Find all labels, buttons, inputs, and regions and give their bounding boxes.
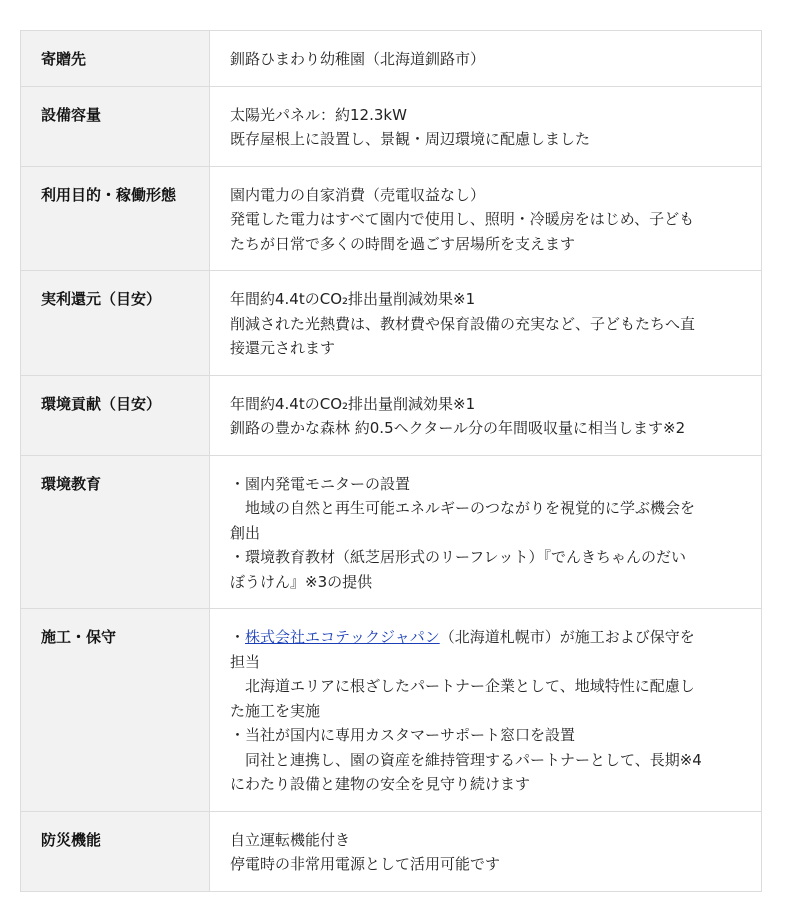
value-line: 釧路の豊かな森林 約0.5ヘクタール分の年間吸収量に相当します※2 [230, 419, 686, 437]
value-line: 年間約4.4tのCO₂排出量削減効果※1 [230, 394, 476, 413]
value-line: ・園内発電モニターの設置 [230, 474, 411, 493]
table-row-construction [21, 609, 762, 812]
value-line: 太陽光パネル：約12.3kW [230, 105, 407, 124]
row-label: 設備容量 [21, 86, 210, 166]
value-line: 同社と連携し、園の資産を維持管理するパートナーとして、長期※4 [230, 750, 702, 769]
value-line: 担当 [230, 652, 261, 671]
value-line: 釧路ひまわり幼稚園（北海道釧路市） [230, 50, 486, 68]
row-value [210, 166, 762, 271]
value-line: 年間約4.4tのCO₂排出量削減効果※1 [230, 290, 476, 308]
table-row-recipient [21, 31, 762, 87]
value-line: 停電時の非常用電源として活用可能です [230, 855, 501, 873]
row-label: 防災機能 [21, 811, 210, 891]
value-line: 自立運転機能付き [230, 830, 351, 849]
value-line: にわたり設備と建物の安全を見守り続けます [230, 775, 531, 793]
donation-spec-table [20, 30, 762, 892]
value-line: 地域の自然と再生可能エネルギーのつながりを視覚的に学ぶ機会を [230, 499, 696, 517]
value-line [230, 625, 741, 650]
row-label: 実利還元（目安） [21, 271, 210, 376]
row-value [210, 271, 762, 376]
value-line: 創出 [230, 523, 261, 542]
value-line: ・環境教育教材（紙芝居形式のリーフレット）『でんきちゃんのだい [230, 548, 687, 566]
value-line: ぼうけん』※3の提供 [230, 572, 373, 591]
value-text: （北海道札幌市）が施工および保守を [439, 628, 695, 646]
table-row-education [21, 455, 762, 609]
row-label: 環境貢献（目安） [21, 375, 210, 455]
value-line: 発電した電力はすべて園内で使用し、照明・冷暖房をはじめ、子ども [230, 210, 695, 228]
row-label: 利用目的・稼働形態 [21, 166, 210, 271]
row-label: 寄贈先 [21, 31, 210, 87]
value-line: 北海道エリアに根ざしたパートナー企業として、地域特性に配慮し [230, 677, 695, 695]
row-value [210, 811, 762, 891]
row-value [210, 609, 762, 812]
company-link[interactable]: 株式会社エコテックジャパン [245, 628, 440, 646]
table-row-environment [21, 375, 762, 455]
row-value [210, 375, 762, 455]
table-row-benefit [21, 271, 762, 376]
value-line: 削減された光熱費は、教材費や保育設備の充実など、子どもたちへ直 [230, 314, 696, 333]
bullet: ・ [230, 628, 246, 646]
table-row-disaster [21, 811, 762, 891]
row-value [210, 31, 762, 87]
row-label: 施工・保守 [21, 609, 210, 812]
value-line: たちが日常で多くの時間を過ごす居場所を支えます [230, 234, 576, 253]
row-value [210, 86, 762, 166]
row-value [210, 455, 762, 609]
value-line: 既存屋根上に設置し、景観・周辺環境に配慮しました [230, 130, 591, 148]
table-row-capacity [21, 86, 762, 166]
value-line: 接還元されます [230, 339, 336, 357]
value-line: 園内電力の自家消費（売電収益なし） [230, 185, 486, 204]
value-line: た施工を実施 [230, 701, 321, 720]
table-row-purpose [21, 166, 762, 271]
spec-table-container [20, 30, 762, 892]
value-line: ・当社が国内に専用カスタマーサポート窓口を設置 [230, 726, 576, 744]
row-label: 環境教育 [21, 455, 210, 609]
